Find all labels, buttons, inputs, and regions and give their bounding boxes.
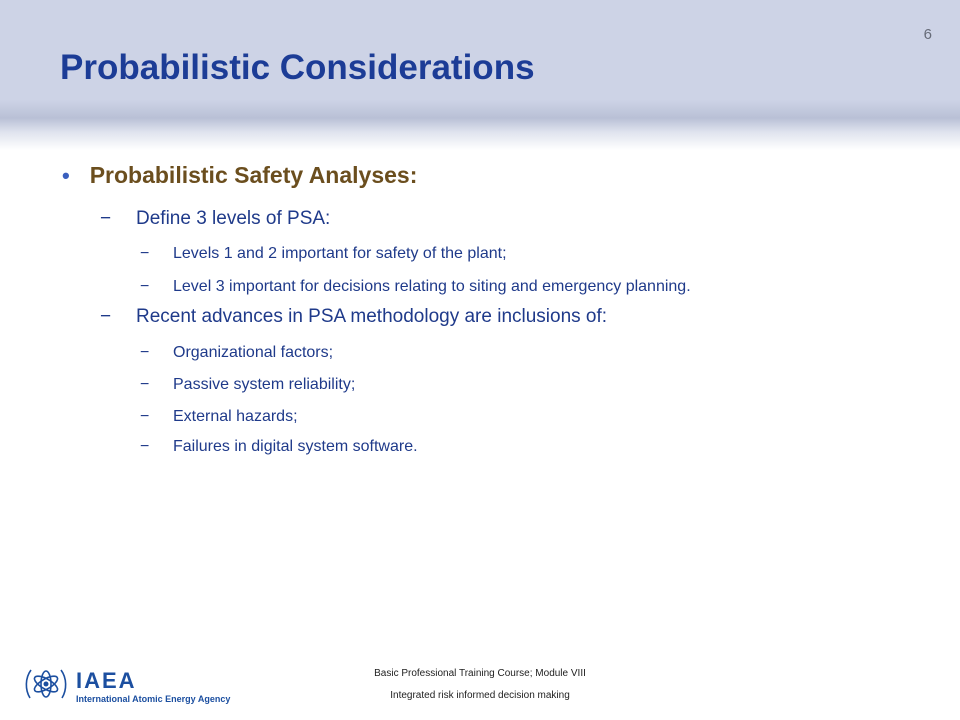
dash-icon: −	[140, 438, 150, 455]
bullet-item	[62, 162, 417, 189]
dash-icon: −	[140, 245, 150, 262]
list-item	[140, 376, 355, 394]
dash-icon: −	[140, 408, 150, 425]
list-item	[140, 278, 691, 296]
list-item-text: Passive system reliability;	[173, 376, 356, 393]
list-item	[140, 408, 298, 426]
list-item-text: External hazards;	[173, 408, 298, 425]
sub-item-label: Define 3 levels of PSA:	[136, 208, 331, 229]
logo-subtitle: International Atomic Energy Agency	[76, 694, 231, 704]
bullet-icon: •	[62, 163, 70, 188]
list-item	[140, 245, 507, 263]
sub-item-levels	[100, 208, 330, 230]
list-item-text: Failures in digital system software.	[173, 438, 418, 455]
footer-course: Basic Professional Training Course; Module VIII	[374, 668, 586, 679]
dash-icon: −	[140, 376, 150, 393]
sub-item-advances	[100, 306, 607, 328]
dash-icon: −	[100, 306, 112, 327]
bullet-label: Probabilistic Safety Analyses:	[89, 162, 418, 188]
list-item	[140, 438, 418, 456]
list-item-text: Levels 1 and 2 important for safety of the plant;	[173, 245, 507, 262]
list-item-text: Level 3 important for decisions relating to siting and emergency planning.	[173, 278, 691, 295]
logo-text: IAEA	[76, 668, 137, 693]
dash-icon: −	[100, 208, 112, 229]
list-item	[140, 344, 333, 362]
list-item-text: Organizational factors;	[173, 344, 334, 361]
slide-title: Probabilistic Considerations	[60, 48, 535, 87]
sub-item-label: Recent advances in PSA methodology are inclusions of:	[136, 306, 608, 327]
dash-icon: −	[140, 344, 150, 361]
footer-module: Integrated risk informed decision making	[390, 690, 570, 701]
dash-icon: −	[140, 278, 150, 295]
slide-number: 6	[923, 26, 932, 43]
